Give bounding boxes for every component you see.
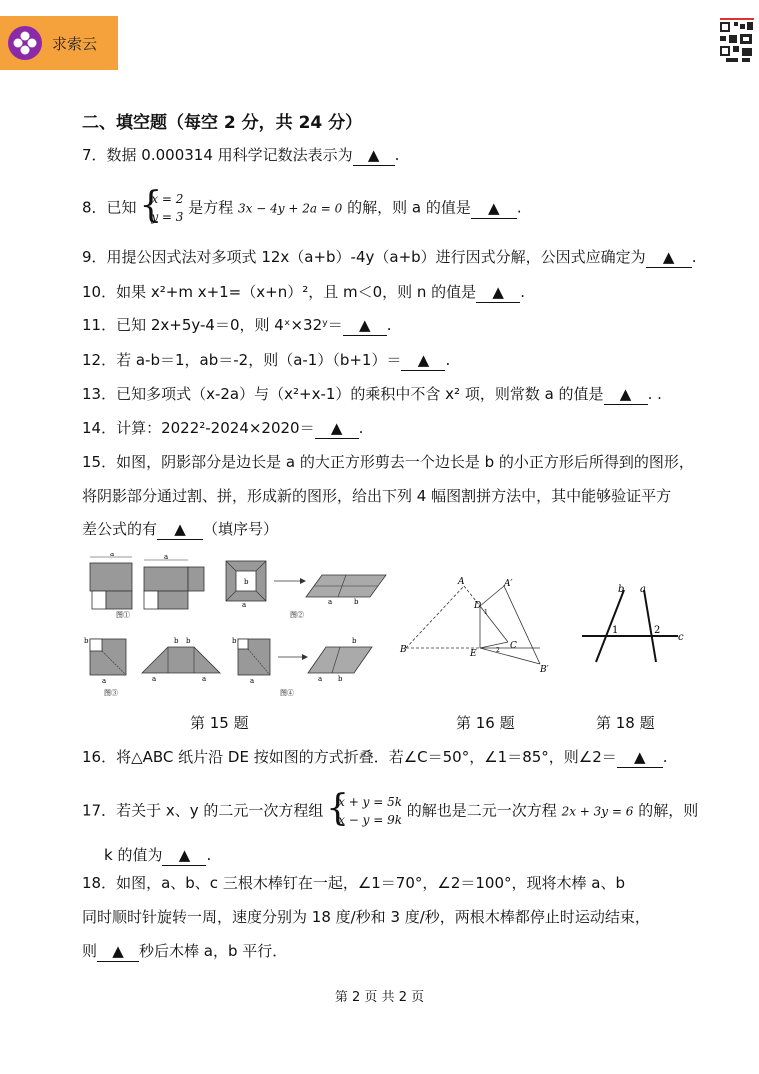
question-7 xyxy=(82,145,399,166)
svg-text:b: b xyxy=(186,637,191,645)
svg-text:b: b xyxy=(338,675,343,683)
svg-text:b: b xyxy=(84,637,89,645)
question-15-line2: 将阴影部分通过割、拼，形成新的图形，给出下列 4 幅图割拼方法中，其中能够验证平方 xyxy=(82,487,672,505)
question-text: 的解也是二元一次方程 xyxy=(406,801,557,820)
question-10 xyxy=(82,282,525,303)
answer-blank: ▲ xyxy=(315,418,359,439)
question-text: 的解，则 a 的值是 xyxy=(347,198,471,217)
logo-text: 求索云 xyxy=(52,35,98,53)
answer-blank: ▲ xyxy=(471,198,517,219)
svg-text:a: a xyxy=(202,675,207,683)
equation: 2x + 3y = 6 xyxy=(561,804,634,819)
system-line: x − y = 9k xyxy=(338,813,402,827)
question-end: . xyxy=(445,351,451,369)
question-end: . xyxy=(394,146,400,164)
question-18-line3 xyxy=(82,941,287,962)
answer-blank: ▲ xyxy=(343,315,387,336)
question-15-line3 xyxy=(82,519,278,540)
qr-code-icon xyxy=(720,18,754,64)
svg-text:a: a xyxy=(328,598,333,606)
question-end: . xyxy=(516,198,522,217)
svg-text:a: a xyxy=(250,677,255,685)
question-11 xyxy=(82,315,392,336)
figure-15-label-1: 图① xyxy=(116,611,130,619)
point-label: 2 xyxy=(496,647,500,654)
question-end: . xyxy=(691,248,697,266)
question-13 xyxy=(82,384,662,405)
answer-blank: ▲ xyxy=(97,941,139,962)
figure-15-panel-3 xyxy=(84,637,220,697)
point-label: B xyxy=(400,645,407,655)
question-end: . xyxy=(662,748,668,766)
question-text: 13．已知多项式（x-2a）与（x²+x-1）的乘积中不含 x² 项，则常数 a 的值是 xyxy=(82,385,604,403)
equation-system xyxy=(328,793,402,829)
page-footer: 第 2 页 共 2 页 xyxy=(334,990,425,1005)
svg-text:b: b xyxy=(174,637,179,645)
question-end: . xyxy=(206,846,212,864)
question-text: 10．如果 x²+m x+1=（x+n）²，且 m＜0，则 n 的值是 xyxy=(82,283,477,301)
point-label: A xyxy=(458,577,465,587)
figure-15-panel-2 xyxy=(226,561,386,619)
svg-text:b: b xyxy=(232,637,237,645)
question-end: . xyxy=(520,283,525,301)
section-title: 二、填空题（每空 2 分，共 24 分） xyxy=(82,113,363,133)
answer-blank: ▲ xyxy=(604,384,648,405)
figure-15-panel-4 xyxy=(232,637,372,697)
answer-blank: ▲ xyxy=(162,845,206,866)
answer-blank: ▲ xyxy=(476,282,520,303)
line-label: b xyxy=(618,584,625,595)
question-9 xyxy=(82,247,696,268)
point-label: C xyxy=(510,641,517,651)
question-text: 7．数据 0.000314 用科学记数法表示为 xyxy=(82,146,353,164)
answer-blank: ▲ xyxy=(617,747,663,768)
question-end: . xyxy=(358,419,364,437)
question-text: （填序号） xyxy=(203,520,279,538)
question-text: 差公式的有 xyxy=(82,520,158,538)
question-16 xyxy=(82,747,668,768)
question-text: 16．将△ABC 纸片沿 DE 按如图的方式折叠．若∠C＝50°，∠1＝85°，则∠2＝ xyxy=(82,748,617,766)
figure-15-caption: 第 15 题 xyxy=(190,714,249,732)
point-label: 1 xyxy=(484,609,488,616)
question-17-line2 xyxy=(104,845,211,866)
question-17 xyxy=(82,793,698,829)
figure-16-caption: 第 16 题 xyxy=(456,714,515,732)
figure-15-panel-1 xyxy=(90,553,204,619)
svg-text:b: b xyxy=(244,578,249,586)
system-line: x + y = 5k xyxy=(338,795,402,809)
question-18-line2: 同时顺时针旋转一周，速度分别为 18 度/秒和 3 度/秒，两根木棒都停止时运动结束， xyxy=(82,908,650,926)
question-text: 是方程 xyxy=(188,198,234,217)
figure-15-label-2: 图② xyxy=(290,611,304,619)
answer-blank: ▲ xyxy=(157,519,203,540)
question-text: 9．用提公因式法对多项式 12x（a+b）-4y（a+b）进行因式分解，公因式应确定为 xyxy=(82,248,646,266)
question-end: . xyxy=(386,316,392,334)
figure-label: a xyxy=(110,553,115,558)
figure-label: a xyxy=(164,553,169,561)
system-line: x = 2 xyxy=(151,192,184,206)
question-text: 秒后木棒 a，b 平行． xyxy=(139,942,288,960)
question-text: 14．计算：2022²-2024×2020＝ xyxy=(82,419,315,437)
figure-18 xyxy=(578,580,688,670)
system-line: y = 3 xyxy=(151,210,184,224)
svg-text:a: a xyxy=(102,677,107,685)
svg-text:b: b xyxy=(352,637,357,645)
svg-text:a: a xyxy=(242,601,247,609)
equation: 3x − 4y + 2a = 0 xyxy=(238,201,343,216)
angle-label: 2 xyxy=(654,625,661,636)
point-label: D xyxy=(474,601,482,611)
question-15-line1: 15．如图，阴影部分是边长是 a 的大正方形剪去一个边长是 b 的小正方形后所得到的图形， xyxy=(82,453,694,471)
question-8 xyxy=(82,190,522,226)
logo-icon xyxy=(8,26,42,60)
figure-16 xyxy=(396,572,556,676)
question-text: 12．若 a-b＝1，ab＝-2，则（a-1）（b+1）＝ xyxy=(82,351,402,369)
question-end: . . xyxy=(647,385,662,403)
answer-blank: ▲ xyxy=(646,247,692,268)
question-18-line1: 18．如图，a、b、c 三根木棒钉在一起，∠1＝70°，∠2＝100°，现将木棒 a、b xyxy=(82,874,625,892)
answer-blank: ▲ xyxy=(353,145,395,166)
svg-text:a: a xyxy=(152,675,157,683)
question-text: 11．已知 2x+5y-4＝0，则 4ˣ×32ʸ＝ xyxy=(82,316,343,334)
line-label: c xyxy=(678,632,684,643)
question-text: 则 xyxy=(82,942,98,960)
figure-15-label-4: 图④ xyxy=(280,689,294,697)
svg-text:a: a xyxy=(318,675,323,683)
logo-banner xyxy=(0,16,118,70)
figure-15-label-3: 图③ xyxy=(104,689,118,697)
point-label: E xyxy=(470,649,477,659)
figure-18-caption: 第 18 题 xyxy=(596,714,655,732)
answer-blank: ▲ xyxy=(401,350,445,371)
figure-15 xyxy=(82,553,388,703)
svg-text:b: b xyxy=(354,598,359,606)
question-14 xyxy=(82,418,363,439)
question-text: 的解，则 xyxy=(638,801,699,820)
question-text: k 的值为 xyxy=(104,846,163,864)
question-text: 8．已知 xyxy=(82,198,137,217)
question-12 xyxy=(82,350,450,371)
line-label: a xyxy=(640,584,646,595)
equation-system xyxy=(141,190,183,226)
angle-label: 1 xyxy=(612,625,619,636)
point-label: A′ xyxy=(504,579,513,589)
point-label: B′ xyxy=(540,665,549,675)
question-text: 17．若关于 x、y 的二元一次方程组 xyxy=(82,801,324,820)
